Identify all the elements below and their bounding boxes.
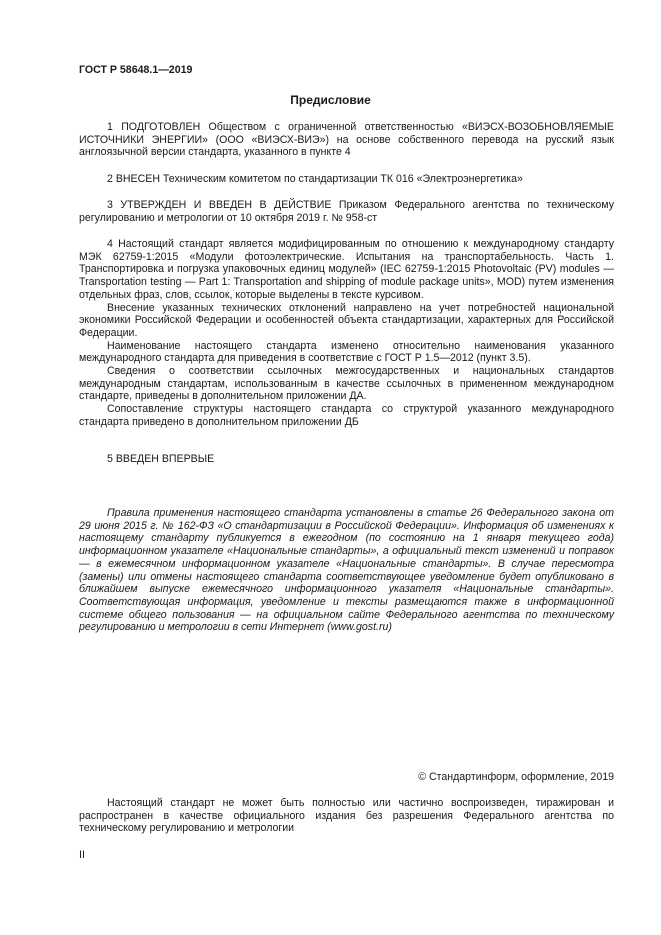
item-5 [79, 453, 614, 466]
item-4-paragraph-3: Наименование настоящего стандарта изменено относительно наименования указанного международного стандарта для приведения в соответствие с ГОСТ Р 1.5—2012 (пункт 3.5). [79, 339, 614, 365]
page-title: Предисловие [290, 93, 371, 107]
item-4-paragraph-2: Внесение указанных технических отклонений направлено на учет потребностей национальной экономики Российской Федерации и особенностей объекта стандартизации, характерных для Российской Федерации. [79, 301, 614, 339]
reproduction-notice [79, 797, 614, 835]
page-number: II [79, 849, 85, 861]
item-4-paragraph-5: Сопоставление структуры настоящего стандарта со структурой указанного международного стандарта приведено в дополнительном приложении ДБ [79, 403, 614, 428]
item-2-text: 2 ВНЕСЕН Техническим комитетом по стандартизации ТК 016 «Электроэнергетика» [107, 173, 523, 185]
copyright: © Стандартинформ, оформление, 2019 [418, 771, 614, 783]
item-3-text: 3 УТВЕРЖДЕН И ВВЕДЕН В ДЕЙСТВИЕ Приказом Федерального агентства по техническому регулированию и метрологии от 10 октября 2019 г. № 958-ст [79, 199, 614, 224]
item-4-paragraph-1: 4 Настоящий стандарт является модифицированным по отношению к международному стандарту МЭК 62759-1:2015 «Модули фотоэлектрические. Испытания на транспортабельность. Часть 1. Транспортировка и погрузка упаковочных единиц модулей» (IEC 62759-1:2015 Photovoltaic (PV) modules — Transportation testing — Part 1: Transportation and shipping of module package units», MOD) путем изменения отдельных фраз, слов, ссылок, которые выделены в тексте курсивом. [79, 238, 614, 301]
item-3 [79, 199, 614, 224]
item-5-text: 5 ВВЕДЕН ВПЕРВЫЕ [107, 453, 215, 465]
standard-code: ГОСТ Р 58648.1—2019 [79, 64, 193, 76]
item-4 [79, 238, 614, 429]
item-1-text: 1 ПОДГОТОВЛЕН Обществом с ограниченной ответственностью «ВИЭСХ-ВОЗОБНОВЛЯЕМЫЕ ИСТОЧНИКИ ЭНЕРГИИ» (ООО «ВИЭСХ-ВИЭ») на основе собственного перевода на русский язык англоязычной версии стандарта, указанного в пункте 4 [79, 121, 614, 159]
item-1 [79, 121, 614, 159]
item-4-paragraph-4: Сведения о соответствии ссылочных межгосударственных и национальных стандартов международным стандартам, использованным в качестве ссылочных в примененном международном стандарте, приведены в дополнительном приложении ДА. [79, 365, 614, 403]
rules-notice [79, 507, 614, 634]
item-2 [79, 173, 614, 186]
reproduction-notice-text: Настоящий стандарт не может быть полностью или частично воспроизведен, тиражирован и распространен в качестве официального издания без разрешения Федерального агентства по техническому регулированию и метрологии [79, 797, 614, 835]
rules-notice-text: Правила применения настоящего стандарта установлены в статье 26 Федерального закона от 29 июня 2015 г. № 162-ФЗ «О стандартизации в Российской Федерации». Информация об изменениях к настоящему стандарту публикуется в ежегодном (по состоянию на 1 января текущего года) информационном указателе «Национальные стандарты», а официальный текст изменений и поправок — в ежемесячном информационном указателе «Национальные стандарты». В случае пересмотра (замены) или отмены настоящего стандарта соответствующее уведомление будет опубликовано в ближайшем выпуске ежемесячного информационного указателя «Национальные стандарты». Соответствующая информация, уведомление и тексты размещаются также в информационной системе общего пользования — на официальном сайте Федерального агентства по техническому регулированию и метрологии в сети Интернет (www.gost.ru) [79, 507, 614, 634]
